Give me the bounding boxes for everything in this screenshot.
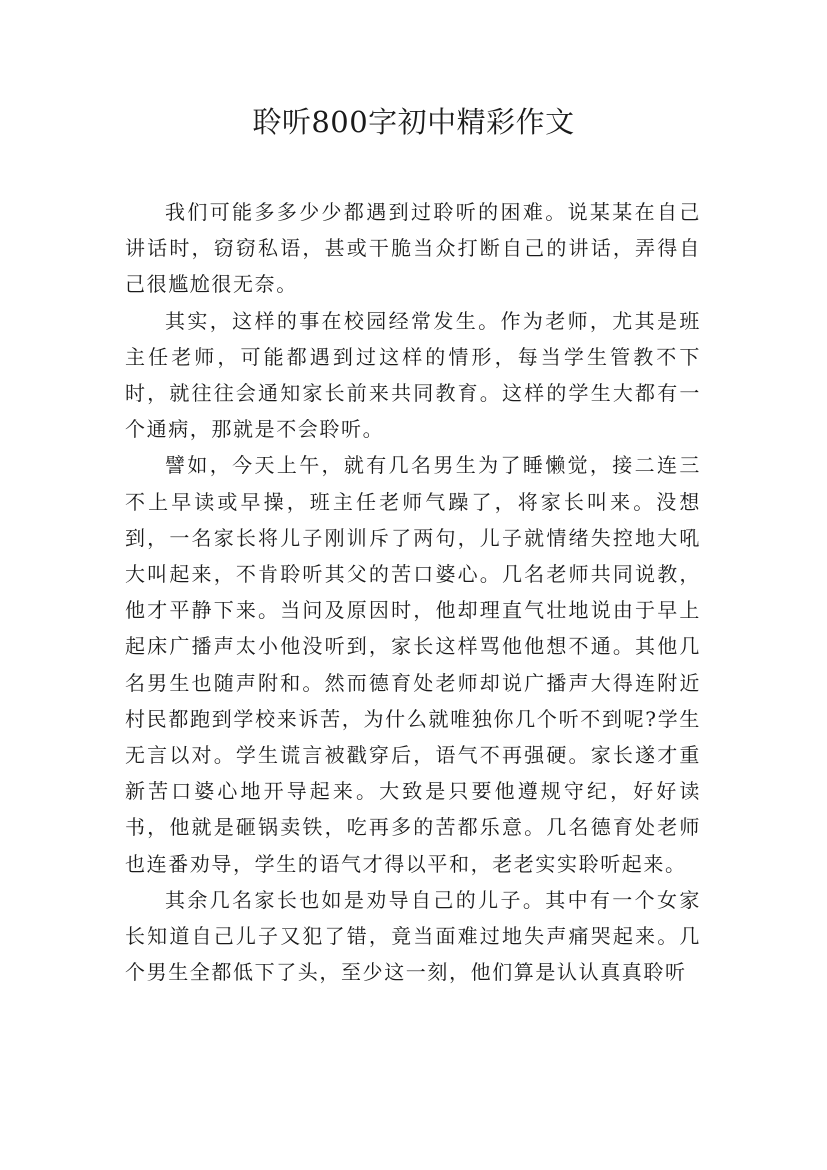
document-title: 聆听800字初中精彩作文 <box>252 105 575 139</box>
document-body <box>125 194 701 990</box>
paragraph-2: 其实，这样的事在校园经常发生。作为老师，尤其是班主任老师，可能都遇到过这样的情形，每当学生管教不下时，就往往会通知家长前来共同教育。这样的学生大都有一个通病，那就是不会聆听。 <box>125 308 701 442</box>
paragraph-4: 其余几名家长也如是劝导自己的儿子。其中有一个女家长知道自己儿子又犯了错，竟当面难过地失声痛哭起来。几个男生全都低下了头，至少这一刻，他们算是认认真真聆听 <box>125 887 701 985</box>
paragraph-3: 譬如，今天上午，就有几名男生为了睡懒觉，接二连三不上早读或早操，班主任老师气躁了，将家长叫来。没想到，一名家长将儿子刚训斥了两句，儿子就情绪失控地大吼大叫起来，不肯聆听其父的苦口婆心。几名老师共同说教，他才平静下来。当问及原因时，他却理直气壮地说由于早上起床广播声太小他没听到，家长这样骂他他想不通。其他几名男生也随声附和。然而德育处老师却说广播声大得连附近村民都跑到学校来诉苦，为什么就唯独你几个听不到呢?学生无言以对。学生谎言被戳穿后，语气不再强硬。家长遂才重新苦口婆心地开导起来。大致是只要他遵规守纪，好好读书，他就是砸锅卖铁，吃再多的苦都乐意。几名德育处老师也连番劝导，学生的语气才得以平和，老老实实聆听起来。 <box>125 453 701 876</box>
paragraph-1: 我们可能多多少少都遇到过聆听的困难。说某某在自己讲话时，窃窃私语，甚或干脆当众打断自己的讲话，弄得自己很尴尬很无奈。 <box>125 200 701 297</box>
